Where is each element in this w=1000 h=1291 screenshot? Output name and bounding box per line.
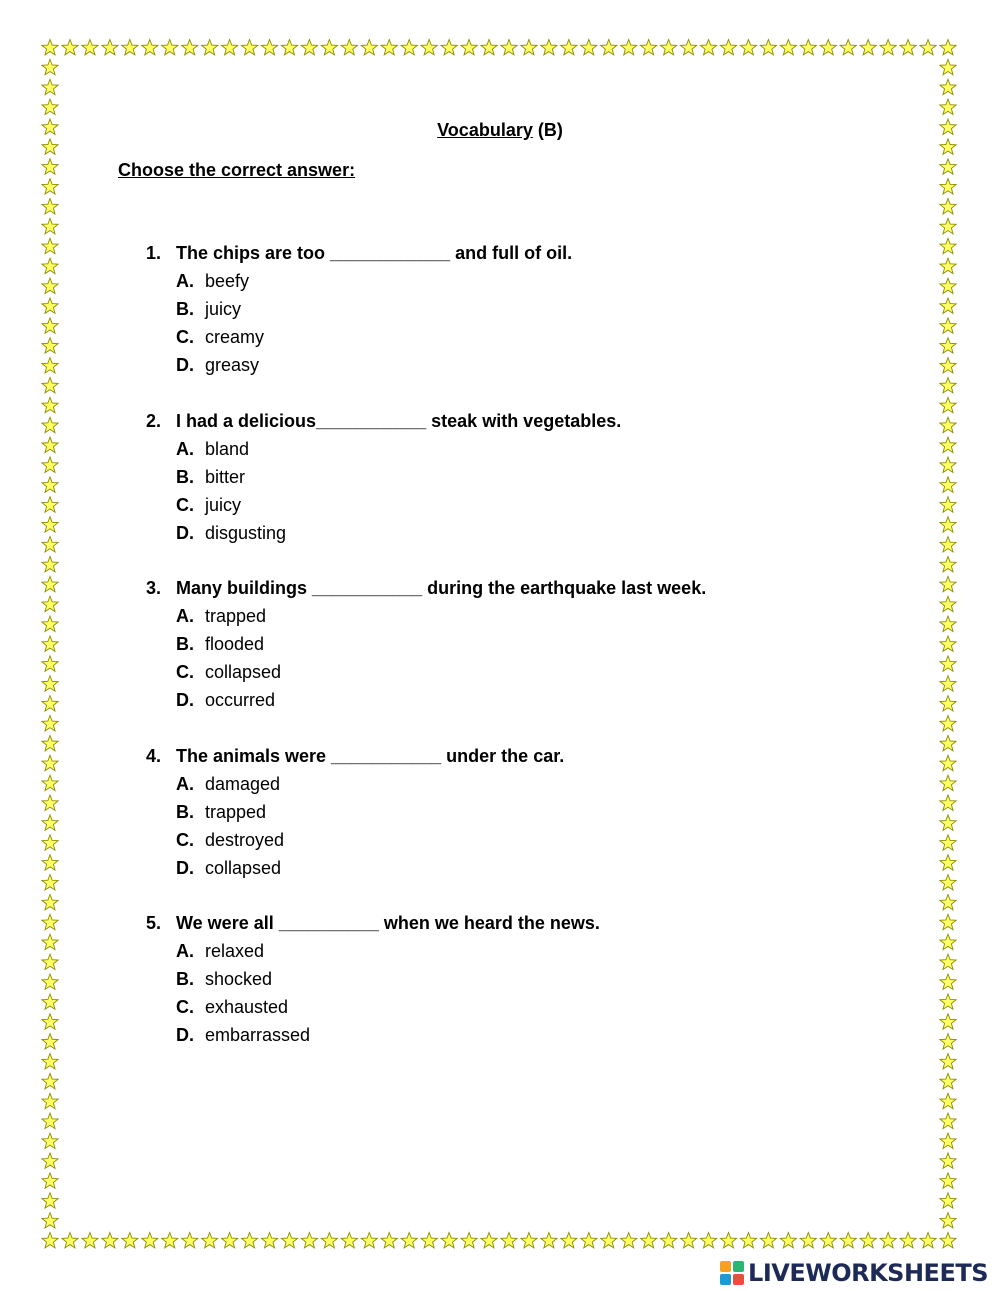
question-3 [146, 574, 906, 714]
option-letter: D. [176, 355, 194, 375]
border-star-icon [541, 40, 557, 55]
option-letter: A. [176, 941, 194, 961]
border-star-icon [940, 815, 956, 830]
option-letter: C. [176, 327, 194, 347]
border-star-icon [122, 1233, 138, 1248]
border-star-icon [940, 79, 956, 94]
border-star-icon [401, 40, 417, 55]
option-text: bitter [205, 467, 246, 487]
option-a[interactable] [146, 602, 906, 630]
question-number: 5. [146, 913, 162, 933]
border-star-icon [940, 775, 956, 790]
border-star-icon [940, 656, 956, 671]
border-star-icon [42, 954, 58, 969]
border-star-icon [42, 616, 58, 631]
brand-name: LIVEWORKSHEETS [748, 1259, 988, 1287]
border-star-icon [940, 397, 956, 412]
border-star-icon [641, 1233, 657, 1248]
question-number: 4. [146, 746, 162, 766]
option-text: greasy [205, 355, 260, 375]
question-text: I had a delicious___________ steak with vegetables. [176, 411, 622, 431]
border-star-icon [940, 716, 956, 731]
option-c[interactable] [146, 323, 906, 351]
title-suffix: (B) [532, 120, 563, 140]
liveworksheets-logo-icon [720, 1261, 744, 1285]
option-a[interactable] [146, 770, 906, 798]
border-star-icon [42, 914, 58, 929]
option-letter: D. [176, 858, 194, 878]
border-star-icon [42, 40, 58, 55]
option-text: relaxed [205, 941, 265, 961]
border-star-icon [42, 994, 58, 1009]
border-star-icon [42, 417, 58, 432]
option-letter: B. [176, 969, 194, 989]
option-letter: D. [176, 1025, 194, 1045]
border-star-icon [940, 1133, 956, 1148]
border-star-icon [341, 40, 357, 55]
border-star-icon [940, 358, 956, 373]
border-star-icon [940, 298, 956, 313]
border-star-icon [481, 40, 497, 55]
border-star-icon [940, 914, 956, 929]
border-star-icon [940, 894, 956, 909]
border-star-icon [521, 1233, 537, 1248]
worksheet-title [0, 120, 1000, 141]
border-star-icon [42, 99, 58, 114]
border-star-icon [940, 855, 956, 870]
border-star-icon [940, 934, 956, 949]
border-star-icon [182, 1233, 198, 1248]
border-star-icon [42, 1014, 58, 1029]
border-star-icon [321, 1233, 337, 1248]
border-star-icon [940, 238, 956, 253]
border-star-icon [581, 1233, 597, 1248]
option-letter: A. [176, 774, 194, 794]
border-star-icon [940, 1034, 956, 1049]
option-letter: B. [176, 467, 194, 487]
option-b[interactable] [146, 295, 906, 323]
border-star-icon [920, 40, 936, 55]
border-star-icon [940, 1093, 956, 1108]
border-star-icon [42, 1233, 58, 1248]
option-d[interactable] [146, 351, 906, 379]
option-c[interactable] [146, 993, 906, 1021]
border-star-icon [301, 1233, 317, 1248]
option-c[interactable] [146, 826, 906, 854]
border-star-icon [42, 974, 58, 989]
border-star-icon [521, 40, 537, 55]
border-star-icon [940, 1153, 956, 1168]
option-letter: C. [176, 830, 194, 850]
border-star-icon [42, 855, 58, 870]
border-star-icon [940, 994, 956, 1009]
question-2 [146, 407, 906, 547]
question-number: 3. [146, 578, 162, 598]
option-d[interactable] [146, 519, 906, 547]
border-star-icon [940, 1233, 956, 1248]
option-letter: C. [176, 997, 194, 1017]
question-prompt [146, 239, 906, 267]
border-star-icon [820, 40, 836, 55]
border-star-icon [241, 1233, 257, 1248]
border-star-icon [321, 40, 337, 55]
option-b[interactable] [146, 463, 906, 491]
border-star-icon [940, 537, 956, 552]
border-star-icon [940, 338, 956, 353]
border-star-icon [42, 735, 58, 750]
border-star-icon [621, 1233, 637, 1248]
border-star-icon [940, 1173, 956, 1188]
border-star-icon [42, 576, 58, 591]
instruction-text: Choose the correct answer: [118, 160, 356, 180]
border-star-icon [142, 40, 158, 55]
question-text: Many buildings ___________ during the earthquake last week. [176, 578, 707, 598]
border-star-icon [940, 795, 956, 810]
border-star-icon [62, 1233, 78, 1248]
border-star-icon [42, 1133, 58, 1148]
option-text: juicy [205, 495, 242, 515]
option-letter: A. [176, 606, 194, 626]
border-star-icon [481, 1233, 497, 1248]
border-star-icon [740, 40, 756, 55]
border-star-icon [880, 40, 896, 55]
question-text: The animals were ___________ under the car. [176, 746, 565, 766]
border-star-icon [42, 1034, 58, 1049]
border-star-icon [780, 40, 796, 55]
border-star-icon [381, 40, 397, 55]
border-star-icon [42, 1193, 58, 1208]
option-text: collapsed [205, 662, 282, 682]
border-star-icon [940, 258, 956, 273]
title-main: Vocabulary [437, 120, 533, 140]
border-star-icon [42, 1093, 58, 1108]
border-star-icon [561, 1233, 577, 1248]
option-text: destroyed [205, 830, 285, 850]
border-star-icon [680, 1233, 696, 1248]
option-a[interactable] [146, 267, 906, 295]
border-star-icon [940, 755, 956, 770]
border-star-icon [42, 437, 58, 452]
question-number: 1. [146, 243, 162, 263]
border-star-icon [42, 457, 58, 472]
question-5 [146, 909, 906, 1049]
option-text: bland [205, 439, 250, 459]
border-star-icon [42, 676, 58, 691]
option-text: shocked [205, 969, 273, 989]
border-star-icon [42, 755, 58, 770]
border-star-icon [501, 40, 517, 55]
border-star-icon [42, 199, 58, 214]
border-star-icon [42, 298, 58, 313]
border-star-icon [42, 278, 58, 293]
question-prompt [146, 574, 906, 602]
border-star-icon [281, 1233, 297, 1248]
border-star-icon [42, 775, 58, 790]
option-text: beefy [205, 271, 250, 291]
border-star-icon [42, 1073, 58, 1088]
border-star-icon [800, 40, 816, 55]
border-star-icon [361, 1233, 377, 1248]
option-text: flooded [205, 634, 265, 654]
option-b[interactable] [146, 630, 906, 658]
question-text: We were all __________ when we heard the news. [176, 913, 600, 933]
border-star-icon [940, 1213, 956, 1228]
border-star-icon [940, 278, 956, 293]
border-star-icon [940, 457, 956, 472]
border-star-icon [740, 1233, 756, 1248]
border-star-icon [82, 40, 98, 55]
border-star-icon [700, 40, 716, 55]
border-star-icon [641, 40, 657, 55]
border-star-icon [920, 1233, 936, 1248]
border-star-icon [421, 40, 437, 55]
border-star-icon [940, 139, 956, 154]
border-star-icon [680, 40, 696, 55]
border-star-icon [940, 556, 956, 571]
border-star-icon [800, 1233, 816, 1248]
border-star-icon [720, 40, 736, 55]
border-star-icon [421, 1233, 437, 1248]
border-star-icon [880, 1233, 896, 1248]
border-star-icon [940, 974, 956, 989]
border-star-icon [42, 1054, 58, 1069]
border-star-icon [940, 1073, 956, 1088]
border-star-icon [301, 40, 317, 55]
border-star-icon [42, 1213, 58, 1228]
border-star-icon [940, 735, 956, 750]
border-star-icon [940, 1054, 956, 1069]
border-star-icon [940, 378, 956, 393]
option-letter: D. [176, 690, 194, 710]
border-star-icon [940, 59, 956, 74]
border-star-icon [42, 1173, 58, 1188]
option-text: exhausted [205, 997, 289, 1017]
border-star-icon [162, 40, 178, 55]
border-star-icon [501, 1233, 517, 1248]
question-prompt [146, 407, 906, 435]
border-star-icon [541, 1233, 557, 1248]
border-star-icon [940, 99, 956, 114]
border-star-icon [142, 1233, 158, 1248]
option-d[interactable] [146, 1021, 906, 1049]
border-star-icon [940, 517, 956, 532]
border-star-icon [760, 1233, 776, 1248]
border-star-icon [42, 835, 58, 850]
border-star-icon [42, 696, 58, 711]
question-number: 2. [146, 411, 162, 431]
border-star-icon [42, 258, 58, 273]
option-d[interactable] [146, 854, 906, 882]
border-star-icon [940, 676, 956, 691]
option-letter: B. [176, 802, 194, 822]
option-c[interactable] [146, 658, 906, 686]
option-b[interactable] [146, 798, 906, 826]
border-star-icon [82, 1233, 98, 1248]
border-star-icon [840, 40, 856, 55]
border-star-icon [42, 795, 58, 810]
border-star-icon [940, 954, 956, 969]
border-star-icon [940, 497, 956, 512]
border-star-icon [940, 218, 956, 233]
option-letter: D. [176, 523, 194, 543]
option-b[interactable] [146, 965, 906, 993]
option-text: juicy [205, 299, 242, 319]
border-star-icon [581, 40, 597, 55]
border-star-icon [840, 1233, 856, 1248]
border-star-icon [940, 40, 956, 55]
border-star-icon [162, 1233, 178, 1248]
border-star-icon [940, 875, 956, 890]
option-a[interactable] [146, 435, 906, 463]
option-text: occurred [205, 690, 276, 710]
border-star-icon [661, 40, 677, 55]
border-star-icon [720, 1233, 736, 1248]
border-star-icon [42, 656, 58, 671]
border-star-icon [42, 497, 58, 512]
question-prompt [146, 742, 906, 770]
border-star-icon [820, 1233, 836, 1248]
option-text: disgusting [205, 523, 287, 543]
border-star-icon [621, 40, 637, 55]
border-star-icon [661, 1233, 677, 1248]
option-text: trapped [205, 802, 267, 822]
border-star-icon [461, 1233, 477, 1248]
border-star-icon [940, 199, 956, 214]
border-star-icon [601, 1233, 617, 1248]
border-star-icon [700, 1233, 716, 1248]
option-c[interactable] [146, 491, 906, 519]
border-star-icon [42, 218, 58, 233]
option-d[interactable] [146, 686, 906, 714]
border-star-icon [42, 894, 58, 909]
border-star-icon [42, 1113, 58, 1128]
border-star-icon [441, 40, 457, 55]
border-star-icon [42, 179, 58, 194]
border-star-icon [860, 40, 876, 55]
option-letter: A. [176, 271, 194, 291]
border-star-icon [42, 139, 58, 154]
option-text: trapped [205, 606, 267, 626]
border-star-icon [940, 1113, 956, 1128]
border-star-icon [42, 815, 58, 830]
border-star-icon [940, 616, 956, 631]
border-star-icon [940, 179, 956, 194]
border-star-icon [940, 417, 956, 432]
border-star-icon [42, 875, 58, 890]
border-star-icon [940, 477, 956, 492]
question-text: The chips are too ____________ and full of oil. [176, 243, 573, 263]
border-star-icon [760, 40, 776, 55]
border-star-icon [940, 596, 956, 611]
border-star-icon [62, 40, 78, 55]
border-star-icon [42, 1153, 58, 1168]
border-star-icon [401, 1233, 417, 1248]
border-star-icon [42, 716, 58, 731]
option-text: creamy [205, 327, 265, 347]
border-star-icon [42, 378, 58, 393]
option-text: damaged [205, 774, 281, 794]
border-star-icon [42, 596, 58, 611]
option-letter: B. [176, 299, 194, 319]
border-star-icon [940, 696, 956, 711]
border-star-icon [202, 40, 218, 55]
border-star-icon [261, 1233, 277, 1248]
border-star-icon [780, 1233, 796, 1248]
border-star-icon [42, 397, 58, 412]
border-star-icon [42, 79, 58, 94]
border-star-icon [860, 1233, 876, 1248]
border-star-icon [940, 159, 956, 174]
border-star-icon [940, 318, 956, 333]
border-star-icon [42, 338, 58, 353]
option-letter: B. [176, 634, 194, 654]
border-star-icon [42, 517, 58, 532]
option-a[interactable] [146, 937, 906, 965]
option-letter: A. [176, 439, 194, 459]
liveworksheets-logo[interactable] [720, 1258, 988, 1288]
border-star-icon [900, 1233, 916, 1248]
question-prompt [146, 909, 906, 937]
border-star-icon [900, 40, 916, 55]
option-text: collapsed [205, 858, 282, 878]
border-star-icon [461, 40, 477, 55]
border-star-icon [222, 1233, 238, 1248]
border-star-icon [940, 835, 956, 850]
border-star-icon [42, 318, 58, 333]
option-letter: C. [176, 495, 194, 515]
border-star-icon [42, 358, 58, 373]
border-star-icon [102, 40, 118, 55]
border-star-icon [42, 238, 58, 253]
border-star-icon [940, 1014, 956, 1029]
border-star-icon [42, 59, 58, 74]
border-star-icon [940, 437, 956, 452]
border-star-icon [42, 159, 58, 174]
border-star-icon [261, 40, 277, 55]
border-star-icon [940, 576, 956, 591]
border-star-icon [222, 40, 238, 55]
border-star-icon [341, 1233, 357, 1248]
border-star-icon [122, 40, 138, 55]
border-star-icon [441, 1233, 457, 1248]
border-star-icon [202, 1233, 218, 1248]
option-letter: C. [176, 662, 194, 682]
border-star-icon [42, 636, 58, 651]
border-star-icon [601, 40, 617, 55]
border-star-icon [281, 40, 297, 55]
border-star-icon [940, 1193, 956, 1208]
border-star-icon [42, 477, 58, 492]
border-star-icon [561, 40, 577, 55]
option-text: embarrassed [205, 1025, 311, 1045]
border-star-icon [42, 537, 58, 552]
border-star-icon [940, 636, 956, 651]
border-star-icon [381, 1233, 397, 1248]
border-star-icon [241, 40, 257, 55]
border-star-icon [102, 1233, 118, 1248]
border-star-icon [182, 40, 198, 55]
question-1 [146, 239, 906, 379]
border-star-icon [42, 556, 58, 571]
border-star-icon [42, 934, 58, 949]
question-4 [146, 742, 906, 882]
border-star-icon [361, 40, 377, 55]
